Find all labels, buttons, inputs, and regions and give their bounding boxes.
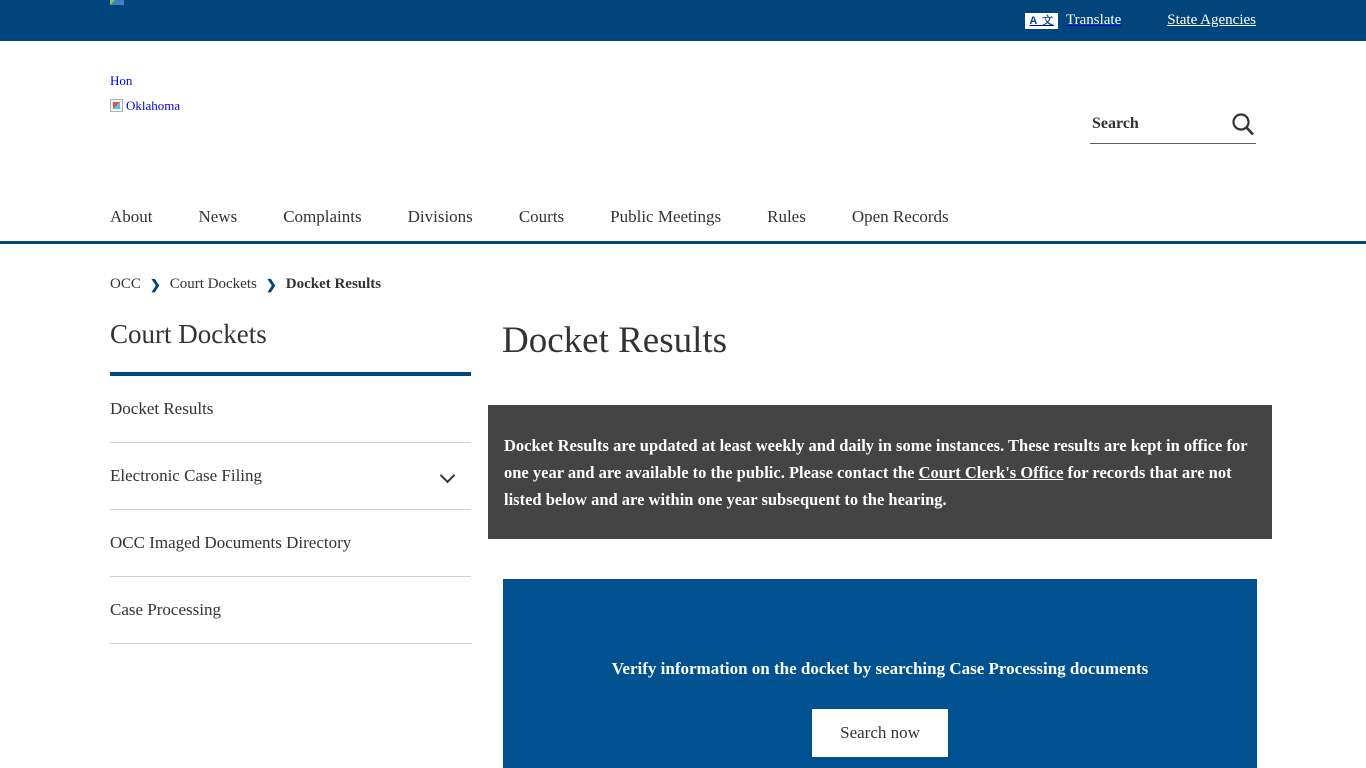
site-header — [0, 41, 1366, 192]
breadcrumb-item-current: Docket Results — [285, 276, 382, 292]
site-search[interactable] — [1090, 111, 1256, 144]
site-logo-alt-text: Oklahoma — [126, 98, 181, 113]
notice-banner — [488, 405, 1272, 539]
notice-text-part1: Docket Results are updated at least weekly and daily in some instances. These results are kept in office for one year and are available to the public. Please contact the — [504, 436, 1248, 482]
nav-item-complaints[interactable]: Complaints — [283, 206, 362, 226]
nav-item-divisions[interactable]: Divisions — [407, 206, 473, 226]
sidebar-item-label: OCC Imaged Documents Directory — [110, 533, 352, 552]
utility-bar-links — [1025, 12, 1366, 29]
search-button[interactable] — [1230, 111, 1256, 137]
sidebar-item-occ-imaged-documents-directory[interactable] — [110, 510, 471, 577]
utility-bar — [0, 0, 1366, 41]
notice-text-part2: for records that are not listed below and are within one year subsequent to the hearing. — [504, 463, 1232, 509]
broken-image-placeholder-top — [110, 0, 126, 7]
court-clerks-office-link[interactable]: Court Clerk's Office — [918, 463, 1064, 482]
chevron-right-icon: ❯ — [149, 276, 161, 292]
breadcrumb-item-court-dockets[interactable]: Court Dockets — [169, 276, 257, 292]
sidebar-item-docket-results[interactable] — [110, 376, 471, 443]
translate-label: Translate — [1065, 12, 1122, 28]
search-now-button[interactable]: Search now — [812, 709, 948, 757]
page-title: Docket Results — [502, 320, 728, 361]
state-agencies-link[interactable]: State Agencies — [1167, 12, 1256, 28]
nav-item-news[interactable]: News — [198, 206, 238, 226]
sidebar-item-label: Case Processing — [110, 600, 221, 619]
breadcrumb-item-occ[interactable]: OCC — [110, 276, 141, 292]
search-input[interactable] — [1090, 114, 1210, 134]
nav-item-courts[interactable]: Courts — [518, 206, 565, 226]
nav-item-open-records[interactable]: Open Records — [851, 206, 949, 226]
translate-icon: A 文 — [1025, 13, 1058, 29]
case-processing-cta — [503, 579, 1257, 768]
page-content — [0, 293, 1366, 768]
sidebar — [110, 319, 471, 768]
broken-image-alt-hon: Hon — [110, 73, 133, 88]
nav-item-public-meetings[interactable]: Public Meetings — [610, 206, 722, 226]
cta-text: Verify information on the docket by searching Case Processing documents — [611, 659, 1149, 678]
sidebar-title: Court Dockets — [110, 319, 267, 349]
site-logo-broken-image[interactable] — [110, 98, 180, 114]
sidebar-item-electronic-case-filing[interactable] — [110, 443, 471, 510]
translate-link[interactable] — [1025, 12, 1121, 29]
chevron-right-icon: ❯ — [265, 276, 277, 292]
broken-image-icon — [110, 99, 123, 112]
sidebar-item-label: Electronic Case Filing — [110, 466, 263, 485]
main-column — [502, 319, 1272, 768]
sidebar-item-case-processing[interactable] — [110, 577, 471, 644]
sidebar-item-label: Docket Results — [110, 399, 214, 418]
chevron-down-icon[interactable] — [441, 468, 457, 484]
nav-item-rules[interactable]: Rules — [767, 206, 806, 226]
nav-item-about[interactable]: About — [110, 206, 153, 226]
main-navigation — [0, 192, 1366, 244]
search-icon — [1230, 111, 1256, 137]
breadcrumb — [0, 244, 1366, 293]
